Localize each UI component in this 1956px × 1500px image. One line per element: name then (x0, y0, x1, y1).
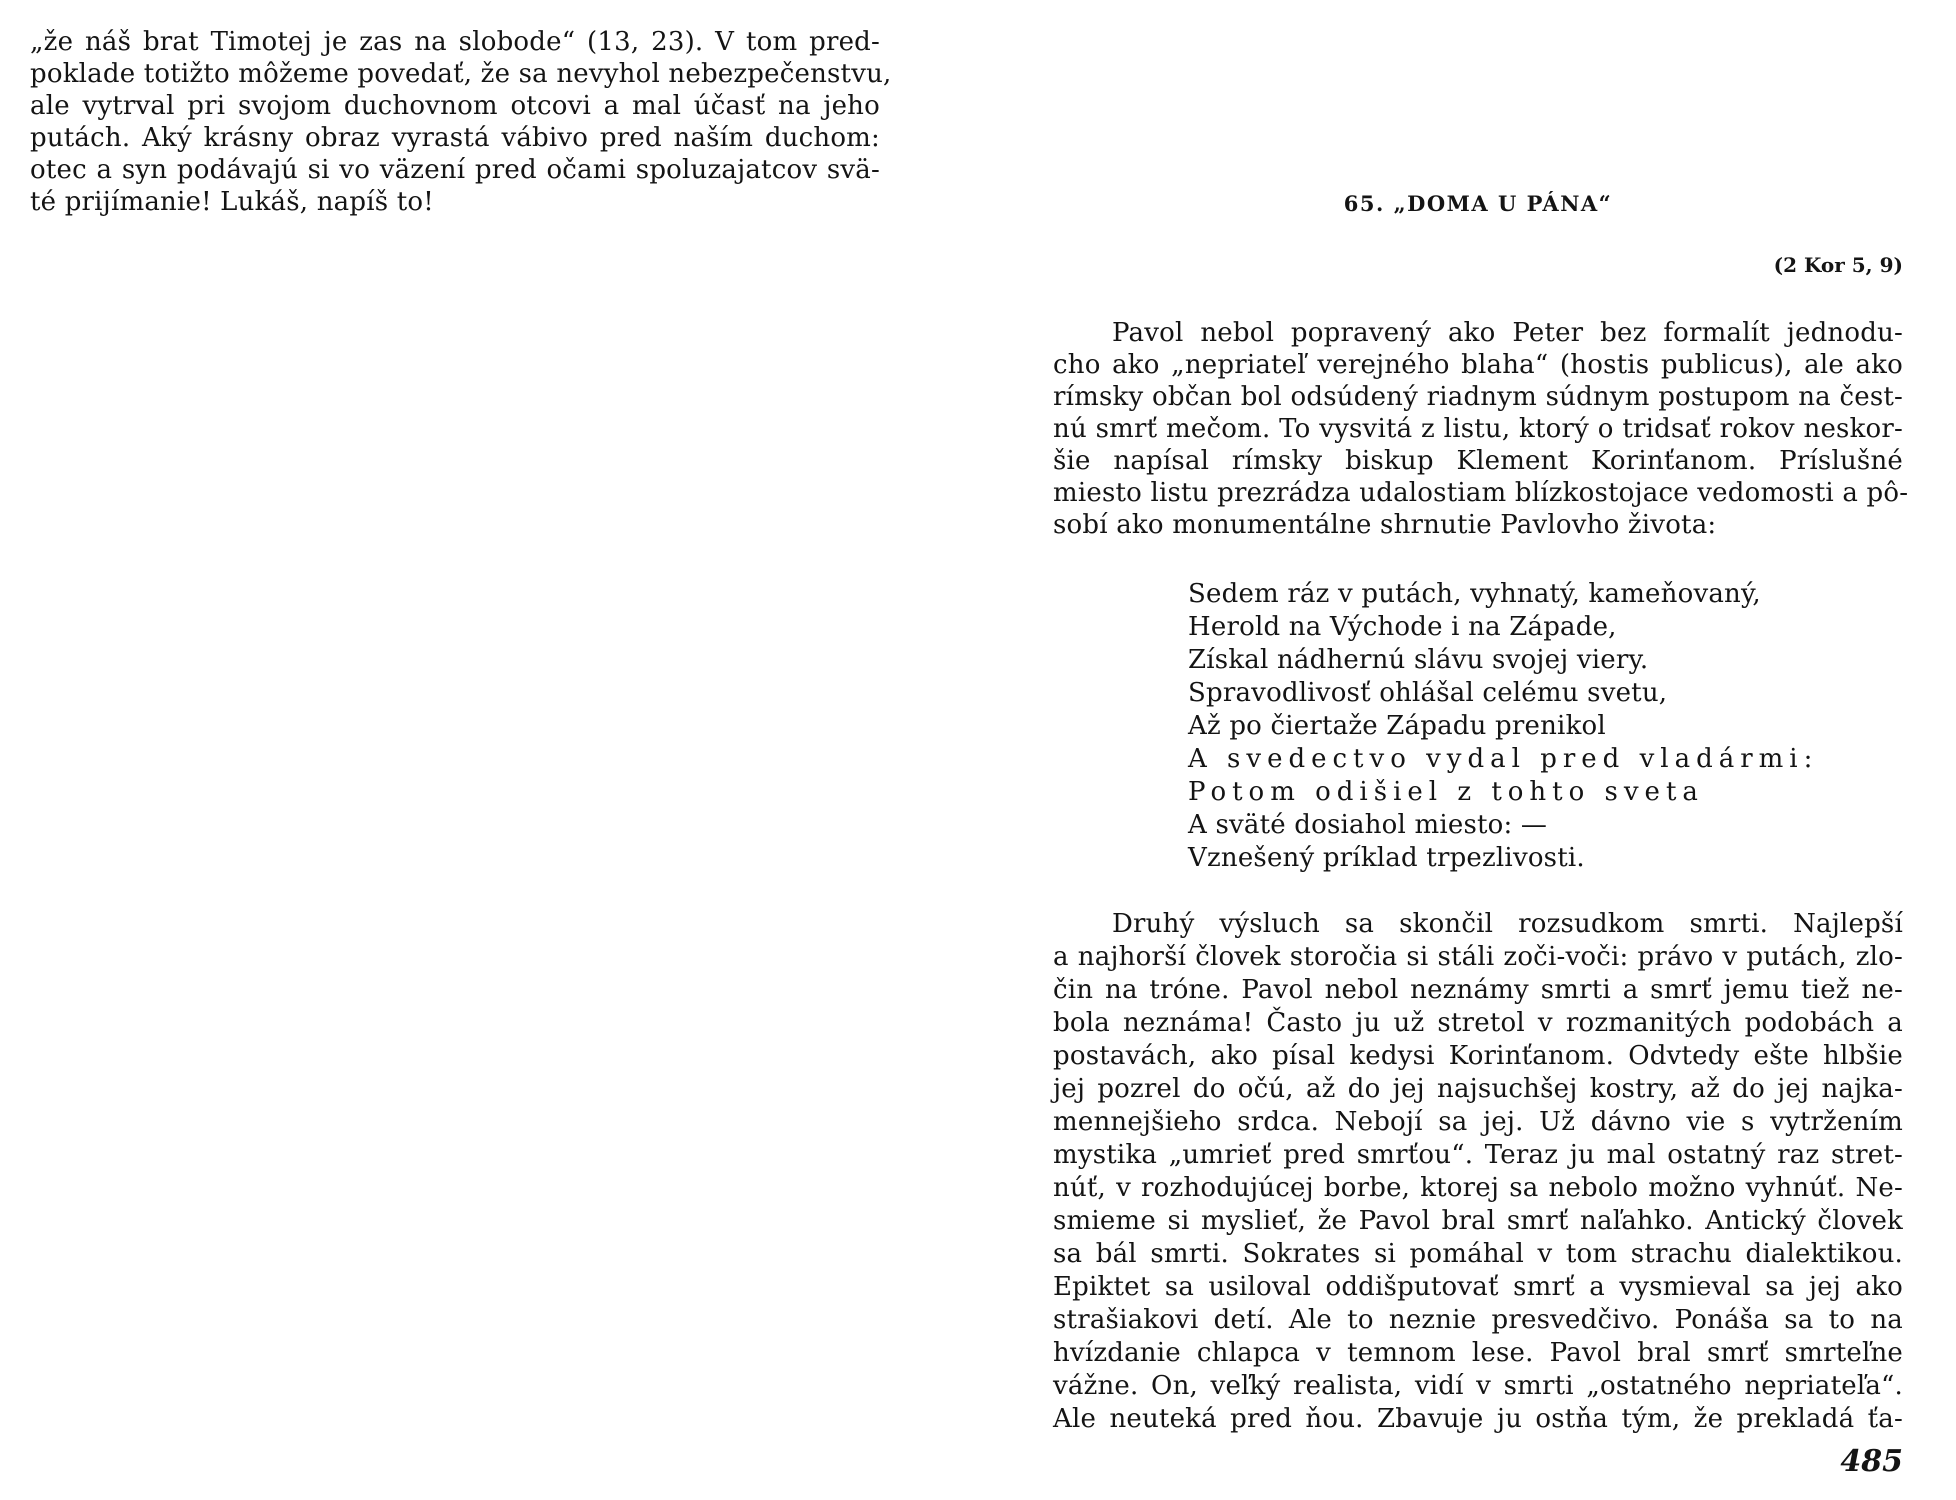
left-text-line: poklade totižto môžeme povedať, že sa nevyhol nebezpečenstvu, (30, 59, 892, 89)
paragraph-line: jej pozrel do očú, až do jej najsuchšej kostry, až do jej najka- (1053, 1074, 1903, 1104)
paragraph-line: sobí ako monumentálne shrnutie Pavlovho života: (1053, 510, 1717, 540)
paragraph-line: Druhý výsluch sa skončil rozsudkom smrti. Najlepší (1112, 909, 1903, 939)
paragraph-line: mystika „umrieť pred smrťou“. Teraz ju mal ostatný raz stret- (1053, 1140, 1903, 1170)
paragraph-line: Ale neuteká pred ňou. Zbavuje ju ostňa tým, že prekladá ťa- (1053, 1404, 1903, 1434)
paragraph-line: nú smrť mečom. To vysvitá z listu, ktorý o tridsať rokov neskor- (1053, 414, 1903, 444)
poem-line: A svedectvo vydal pred vladármi: (1188, 744, 1819, 774)
page-number: 485 (1840, 1444, 1903, 1479)
paragraph-line: rímsky občan bol odsúdený riadnym súdnym postupom na čest- (1053, 382, 1903, 412)
paragraph-line: a najhorší človek storočia si stáli zoči-voči: právo v putách, zlo- (1053, 942, 1903, 972)
paragraph-line: postavách, ako písal kedysi Korinťanom. Odvtedy ešte hlbšie (1053, 1041, 1903, 1071)
paragraph-line: hvízdanie chlapca v temnom lese. Pavol bral smrť smrteľne (1053, 1338, 1903, 1368)
paragraph-line: šie napísal rímsky biskup Klement Korinťanom. Príslušné (1053, 446, 1903, 476)
paragraph-line: strašiakovi detí. Ale to neznie presvedčivo. Ponáša sa to na (1053, 1305, 1903, 1335)
left-text-line: té prijímanie! Lukáš, napíš to! (30, 187, 434, 217)
paragraph-line: čin na tróne. Pavol nebol neznámy smrti a smrť jemu tiež ne- (1053, 975, 1903, 1005)
paragraph-line: núť, v rozhodujúcej borbe, ktorej sa nebolo možno vyhnúť. Ne- (1053, 1173, 1903, 1203)
paragraph-line: mennejšieho srdca. Nebojí sa jej. Už dávno vie s vytržením (1053, 1107, 1903, 1137)
paragraph-line: vážne. On, veľký realista, vidí v smrti „ostatného nepriateľa“. (1053, 1371, 1903, 1401)
poem-line: Vznešený príklad trpezlivosti. (1188, 843, 1585, 873)
left-text-line: otec a syn podávajú si vo väzení pred očami spoluzajatcov svä- (30, 155, 880, 185)
poem-line: Získal nádhernú slávu svojej viery. (1188, 645, 1649, 675)
paragraph-line: smieme si myslieť, že Pavol bral smrť naľahko. Antický človek (1053, 1206, 1903, 1236)
poem-line: Spravodlivosť ohlášal celému svetu, (1188, 678, 1668, 708)
paragraph-line: Pavol nebol popravený ako Peter bez formalít jednodu- (1112, 318, 1903, 348)
poem-line: Herold na Východe i na Západe, (1188, 612, 1617, 642)
paragraph-line: cho ako „nepriateľ verejného blaha“ (hostis publicus), ale ako (1053, 350, 1903, 380)
paragraph-line: miesto listu prezrádza udalostiam blízkostojace vedomosti a pô- (1053, 478, 1909, 508)
section-heading: 65. „DOMA U PÁNA“ (1343, 191, 1613, 216)
paragraph-line: bola neznáma! Často ju už stretol v rozmanitých podobách a (1053, 1008, 1903, 1038)
left-text-line: ale vytrval pri svojom duchovnom otcovi a mal účasť na jeho (30, 91, 880, 121)
poem-line: Sedem ráz v putách, vyhnatý, kameňovaný, (1188, 579, 1761, 609)
left-text-line: putách. Aký krásny obraz vyrastá vábivo pred naším duchom: (30, 123, 880, 153)
poem-line: Až po čiertaže Západu prenikol (1188, 711, 1606, 741)
paragraph-line: sa bál smrti. Sokrates si pomáhal v tom strachu dialektikou. (1053, 1239, 1903, 1269)
poem-line: Potom odišiel z tohto sveta (1188, 777, 1704, 807)
poem-line: A sväté dosiahol miesto: — (1188, 810, 1548, 840)
paragraph-line: Epiktet sa usiloval oddišputovať smrť a vysmieval sa jej ako (1053, 1272, 1903, 1302)
scripture-reference: (2 Kor 5, 9) (1773, 253, 1903, 277)
left-text-line: „že náš brat Timotej je zas na slobode“ (13, 23). V tom pred- (30, 27, 880, 57)
